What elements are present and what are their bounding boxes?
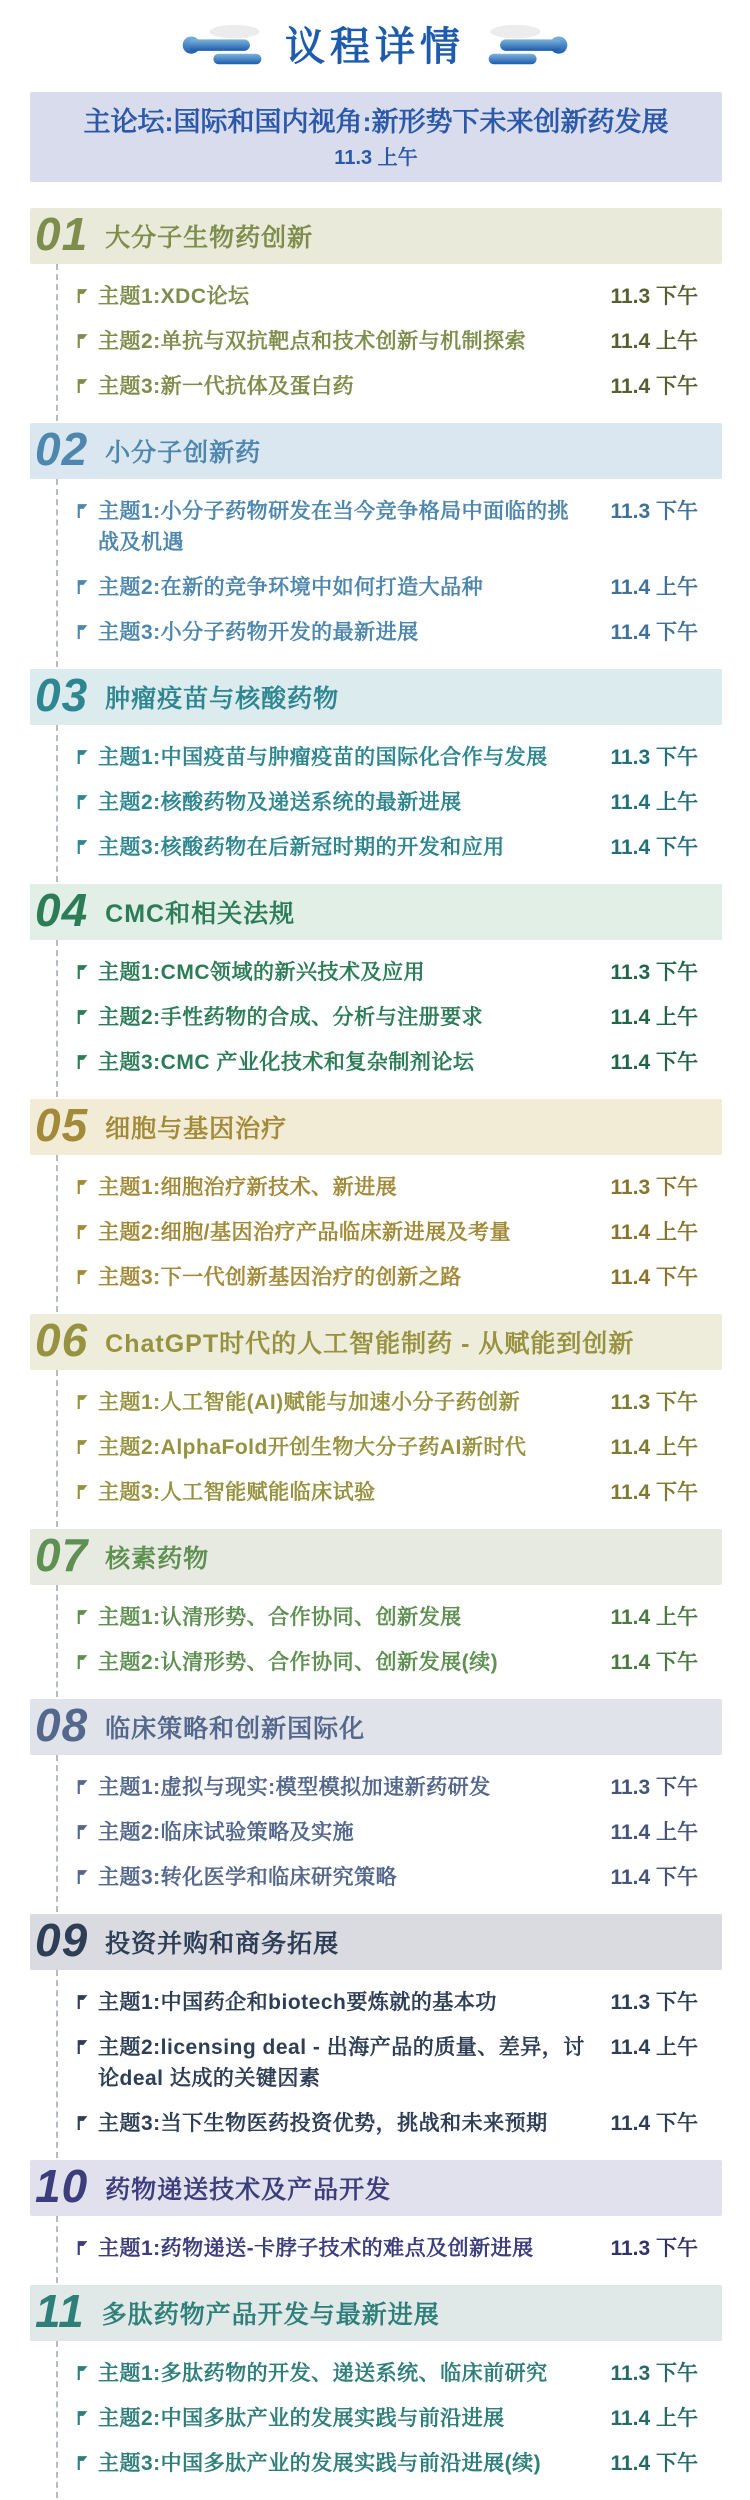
section-number: 02 [35,423,89,475]
topic-time: 11.4 上午 [610,2036,698,2059]
topic-list [56,1585,722,1697]
topic-label: 主题3:中国多肽产业的发展实践与前沿进展(续) [98,2452,542,2475]
topic-row [76,1425,698,1470]
topic-list [56,2341,722,2498]
flag-icon [76,1779,89,1794]
topic-label: 主题3:CMC 产业化技术和复杂制剂论坛 [98,1051,475,1074]
section-header [30,1529,722,1585]
section-number: 04 [35,884,89,936]
topic-row [76,825,698,870]
section-header [30,1914,722,1970]
topic-row [76,1165,698,1210]
agenda-section [0,423,750,667]
topic-time: 11.4 下午 [610,1481,698,1504]
topic-list [56,725,722,882]
agenda-section [0,884,750,1097]
topic-label: 主题3:人工智能赋能临床试验 [98,1481,376,1504]
agenda-section [0,1099,750,1312]
topic-label: 主题1:中国药企和biotech要炼就的基本功 [98,1991,497,2014]
topic-time: 11.4 上午 [610,1006,698,1029]
main-forum-time: 11.3 上午 [334,147,418,169]
flag-icon [76,624,89,639]
topic-row [76,2025,698,2101]
topic-label: 主题1:药物递送-卡脖子技术的难点及创新进展 [98,2237,534,2260]
main-forum-banner [30,92,722,182]
topic-time: 11.4 上午 [610,576,698,599]
topic-time: 11.4 上午 [610,330,698,353]
topic-time: 11.4 上午 [610,791,698,814]
topic-label: 主题2:临床试验策略及实施 [98,1821,355,1844]
topic-row [76,274,698,319]
topic-time: 11.4 下午 [610,375,698,398]
topic-time: 11.4 下午 [610,621,698,644]
section-header [30,2160,722,2216]
topic-label: 主题2:认清形势、合作协同、创新发展(续) [98,1651,499,1674]
section-title: ChatGPT时代的人工智能制药 - 从赋能到创新 [105,1330,635,1358]
section-title: 投资并购和商务拓展 [105,1930,340,1958]
topic-row [76,2101,698,2146]
topic-list [56,479,722,667]
section-header [30,669,722,725]
section-header [30,1699,722,1755]
agenda-section [0,2285,750,2498]
section-header [30,1099,722,1155]
topic-label: 主题1:多肽药物的开发、递送系统、临床前研究 [98,2362,548,2385]
topic-time: 11.3 下午 [610,746,698,769]
topic-label: 主题2:单抗与双抗靶点和技术创新与机制探索 [98,330,527,353]
flag-icon [76,1869,89,1884]
topic-row [76,2351,698,2396]
flag-icon [76,2039,89,2054]
section-number: 10 [35,2160,89,2212]
topic-row [76,1595,698,1640]
flag-icon [76,1609,89,1624]
section-number: 05 [35,1099,89,1151]
topic-row [76,1980,698,2025]
flag-icon [76,2410,89,2425]
topic-row [76,1255,698,1300]
topic-label: 主题1:虚拟与现实:模型模拟加速新药研发 [98,1776,491,1799]
section-title: 大分子生物药创新 [105,224,314,252]
sections-list [0,208,750,2498]
flag-icon [76,1269,89,1284]
topic-row [76,950,698,995]
topic-label: 主题1:中国疫苗与肿瘤疫苗的国际化合作与发展 [98,746,548,769]
section-number: 08 [35,1699,89,1751]
topic-row [76,610,698,655]
topic-time: 11.3 下午 [610,1776,698,1799]
section-number: 09 [35,1914,89,1966]
flag-icon [76,1994,89,2009]
topic-label: 主题2:细胞/基因治疗产品临床新进展及考量 [98,1221,512,1244]
topic-row [76,1380,698,1425]
section-header [30,208,722,264]
topic-row [76,735,698,780]
agenda-section [0,669,750,882]
section-number: 07 [35,1529,89,1581]
flag-icon [76,288,89,303]
flag-icon [76,2365,89,2380]
flag-icon [76,2115,89,2130]
flag-icon [76,1824,89,1839]
flag-icon [76,2455,89,2470]
topic-label: 主题1:认清形势、合作协同、创新发展 [98,1606,462,1629]
topic-list [56,1370,722,1527]
topic-row [76,489,698,565]
topic-row [76,1470,698,1515]
section-title: 小分子创新药 [105,439,262,467]
topic-label: 主题2:核酸药物及递送系统的最新进展 [98,791,462,814]
section-number: 03 [35,669,89,721]
flag-icon [76,794,89,809]
flag-icon [76,1439,89,1454]
topic-label: 主题2:中国多肽产业的发展实践与前沿进展 [98,2407,505,2430]
flag-icon [76,378,89,393]
topic-label: 主题3:核酸药物在后新冠时期的开发和应用 [98,836,505,859]
flag-icon [76,839,89,854]
topic-time: 11.4 上午 [610,2407,698,2430]
topic-label: 主题1:XDC论坛 [98,285,250,308]
topic-time: 11.4 下午 [610,1651,698,1674]
topic-label: 主题2:手性药物的合成、分析与注册要求 [98,1006,484,1029]
flag-icon [76,1484,89,1499]
section-title: 多肽药物产品开发与最新进展 [101,2301,440,2329]
topic-list [56,940,722,1097]
section-title: 细胞与基因治疗 [105,1115,288,1143]
topic-label: 主题3:当下生物医药投资优势，挑战和未来预期 [98,2112,548,2135]
flag-icon [76,749,89,764]
topic-row [76,1040,698,1085]
topic-time: 11.3 下午 [610,961,698,984]
topic-row [76,780,698,825]
section-header [30,884,722,940]
topic-time: 11.3 下午 [610,1176,698,1199]
topic-label: 主题1:CMC领域的新兴技术及应用 [98,961,425,984]
topic-label: 主题3:下一代创新基因治疗的创新之路 [98,1266,462,1289]
topic-row [76,2396,698,2441]
main-forum-title: 主论坛:国际和国内视角:新形势下未来创新药发展 [83,107,669,137]
topic-time: 11.3 下午 [610,285,698,308]
topic-time: 11.4 下午 [610,1266,698,1289]
topic-time: 11.4 上午 [610,1606,698,1629]
topic-time: 11.3 下午 [610,1991,698,2014]
flag-icon [76,964,89,979]
flag-icon [76,2240,89,2255]
topic-list [56,1155,722,1312]
cloud-icon-right [479,22,575,72]
topic-label: 主题3:转化医学和临床研究策略 [98,1866,398,1889]
topic-time: 11.4 下午 [610,836,698,859]
topic-time: 11.4 下午 [610,2452,698,2475]
agenda-section [0,1699,750,1912]
flag-icon [76,579,89,594]
topic-time: 11.4 下午 [610,1866,698,1889]
topic-time: 11.4 上午 [610,1221,698,1244]
flag-icon [76,333,89,348]
topic-label: 主题1:细胞治疗新技术、新进展 [98,1176,398,1199]
flag-icon [76,503,89,518]
topic-row [76,1640,698,1685]
agenda-section [0,2160,750,2283]
topic-label: 主题1:小分子药物研发在当今竞争格局中面临的挑战及机遇 [98,500,570,554]
topic-time: 11.4 下午 [610,1051,698,1074]
topic-row [76,364,698,409]
page-title: 议程详情 [285,25,465,69]
topic-time: 11.3 下午 [610,1391,698,1414]
topic-label: 主题3:新一代抗体及蛋白药 [98,375,355,398]
flag-icon [76,1009,89,1024]
topic-label: 主题1:人工智能(AI)赋能与加速小分子药创新 [98,1391,521,1414]
topic-row [76,2226,698,2271]
topic-time: 11.3 下午 [610,2362,698,2385]
topic-list [56,1970,722,2158]
topic-time: 11.4 上午 [610,1821,698,1844]
section-title: 临床策略和创新国际化 [105,1715,366,1743]
topic-row [76,1210,698,1255]
agenda-section [0,1914,750,2158]
topic-row [76,319,698,364]
topic-list [56,1755,722,1912]
topic-row [76,565,698,610]
section-title: CMC和相关法规 [105,900,296,928]
section-number: 01 [35,208,89,260]
topic-label: 主题2:licensing deal - 出海产品的质量、差异，讨论deal 达成的关键因素 [98,2036,585,2090]
flag-icon [76,1179,89,1194]
section-header [30,423,722,479]
section-header [30,2285,722,2341]
section-title: 肿瘤疫苗与核酸药物 [105,685,340,713]
topic-row [76,1810,698,1855]
flag-icon [76,1654,89,1669]
topic-row [76,1765,698,1810]
cloud-icon-left [175,22,271,72]
section-title: 药物递送技术及产品开发 [105,2176,392,2204]
section-number: 11 [35,2285,85,2337]
topic-row [76,2441,698,2486]
flag-icon [76,1224,89,1239]
topic-label: 主题2:AlphaFold开创生物大分子药AI新时代 [98,1436,527,1459]
agenda-section [0,1314,750,1527]
topic-row [76,995,698,1040]
topic-row [76,1855,698,1900]
page-header [0,16,750,78]
section-header [30,1314,722,1370]
topic-list [56,264,722,421]
topic-time: 11.4 上午 [610,1436,698,1459]
section-number: 06 [35,1314,89,1366]
agenda-section [0,208,750,421]
section-title: 核素药物 [105,1545,210,1573]
flag-icon [76,1394,89,1409]
flag-icon [76,1054,89,1069]
topic-label: 主题3:小分子药物开发的最新进展 [98,621,419,644]
topic-time: 11.3 下午 [610,500,698,523]
topic-list [56,2216,722,2283]
topic-time: 11.4 下午 [610,2112,698,2135]
topic-time: 11.3 下午 [610,2237,698,2260]
agenda-section [0,1529,750,1697]
topic-label: 主题2:在新的竞争环境中如何打造大品种 [98,576,484,599]
